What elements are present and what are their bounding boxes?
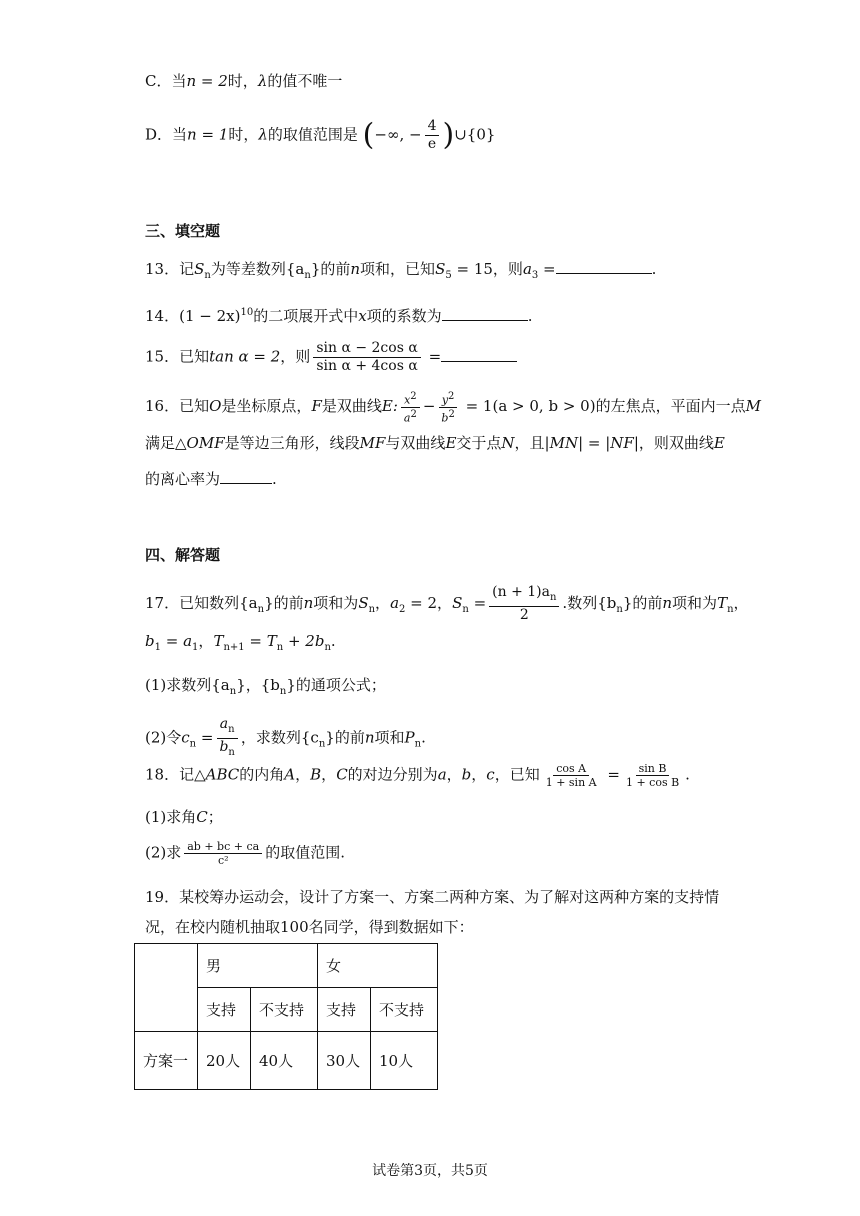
survey-table [134, 943, 438, 1090]
question-14: 14．$(1 - 2x)^{10}$的二项展开式中x项的系数为 . [145, 307, 533, 325]
section-title-solutions: 四、解答题 [145, 546, 221, 564]
header-male-nosupport: 不支持 [251, 988, 318, 1032]
header-female-nosupport: 不支持 [371, 988, 438, 1032]
option-d: D．当n = 1时，λ的取值范围是 (−∞, − $\frac{4}{e}$ )∪{0} [145, 117, 496, 153]
question-18-part-1: (1)求角C； [145, 808, 223, 826]
row-label: 方案一 [135, 1032, 198, 1090]
answer-blank-13[interactable] [556, 259, 652, 274]
header-female-support: 支持 [318, 988, 371, 1032]
table-cell: 20人 [198, 1032, 251, 1090]
answer-blank-14[interactable] [442, 306, 528, 321]
question-18-part-2: (2)求 $\frac{ab + bc + ca}{\text{c²}}$ 的取值范围. [145, 840, 345, 867]
table-cell: 30人 [318, 1032, 371, 1090]
question-17-part-1: (1)求数列$\{a_n\}$，$\{b_n\}$的通项公式； [145, 676, 386, 697]
question-19-line-1: 19．某校筹办运动会，设计了方案一、方案二两种方案、为了解对这两种方案的支持情 [145, 888, 720, 906]
question-13: 13．记$S_n$为等差数列$\{a_n\}$的前n项和，已知$S_5 = 15$，则$a_3$ = . [145, 260, 657, 281]
table-cell: 10人 [371, 1032, 438, 1090]
question-17-part-2: (2)令$c_n$ = $\frac{a_n}{b_n}$ ，求数列$\{c_n\}$的前n项和$P_n$. [145, 716, 426, 758]
header-male-support: 支持 [198, 988, 251, 1032]
question-19-line-2: 况，在校内随机抽取100名同学，得到数据如下： [145, 918, 474, 936]
question-16-line-1: 16．已知O是坐标原点，F是双曲线E: $\frac{x^2}{a^2}$ − $\frac{y^2}{b^2}$ = 1(a > 0, b > 0)的左焦点，平面内一点M [145, 391, 761, 425]
section-title-fill-in: 三、填空题 [145, 222, 221, 240]
header-female: 女 [318, 944, 438, 988]
question-18: 18．记△ABC的内角A，B，C的对边分别为a，b，c，已知 $\frac{\text{cos A}}{\text{1 + sin A}}$ = $\frac{\text{sin B}}{\text{1 + cos B}}$ . [145, 762, 690, 789]
question-17-line-2: $b_1 = a_1$，$T_{n+1} = T_n + 2b_n$. [145, 632, 336, 653]
answer-blank-15[interactable] [441, 347, 517, 362]
option-c: C．当n = 2时，λ的值不唯一 [145, 72, 343, 90]
question-16-line-3: 的离心率为 . [145, 470, 277, 488]
question-15: 15．已知tan α = 2，则 $\frac{\text{sin α − 2cos α}}{\text{sin α + 4cos α}}$ = [145, 340, 517, 375]
question-17-line-1: 17．已知数列$\{a_n\}$的前n项和为$S_n$，$a_2 = 2$，$S_n$ = $\frac{(n + 1)a_n}{2}$ .数列$\{b_n\}$的前n项和为$T_n$， [145, 584, 749, 623]
header-male: 男 [198, 944, 318, 988]
table-cell: 40人 [251, 1032, 318, 1090]
page-footer: 试卷第3页，共5页 [372, 1163, 488, 1179]
answer-blank-16[interactable] [220, 469, 272, 484]
question-16-line-2: 满足△OMF是等边三角形，线段MF与双曲线E交于点N，且|MN| = |NF|，则双曲线E [145, 434, 725, 452]
